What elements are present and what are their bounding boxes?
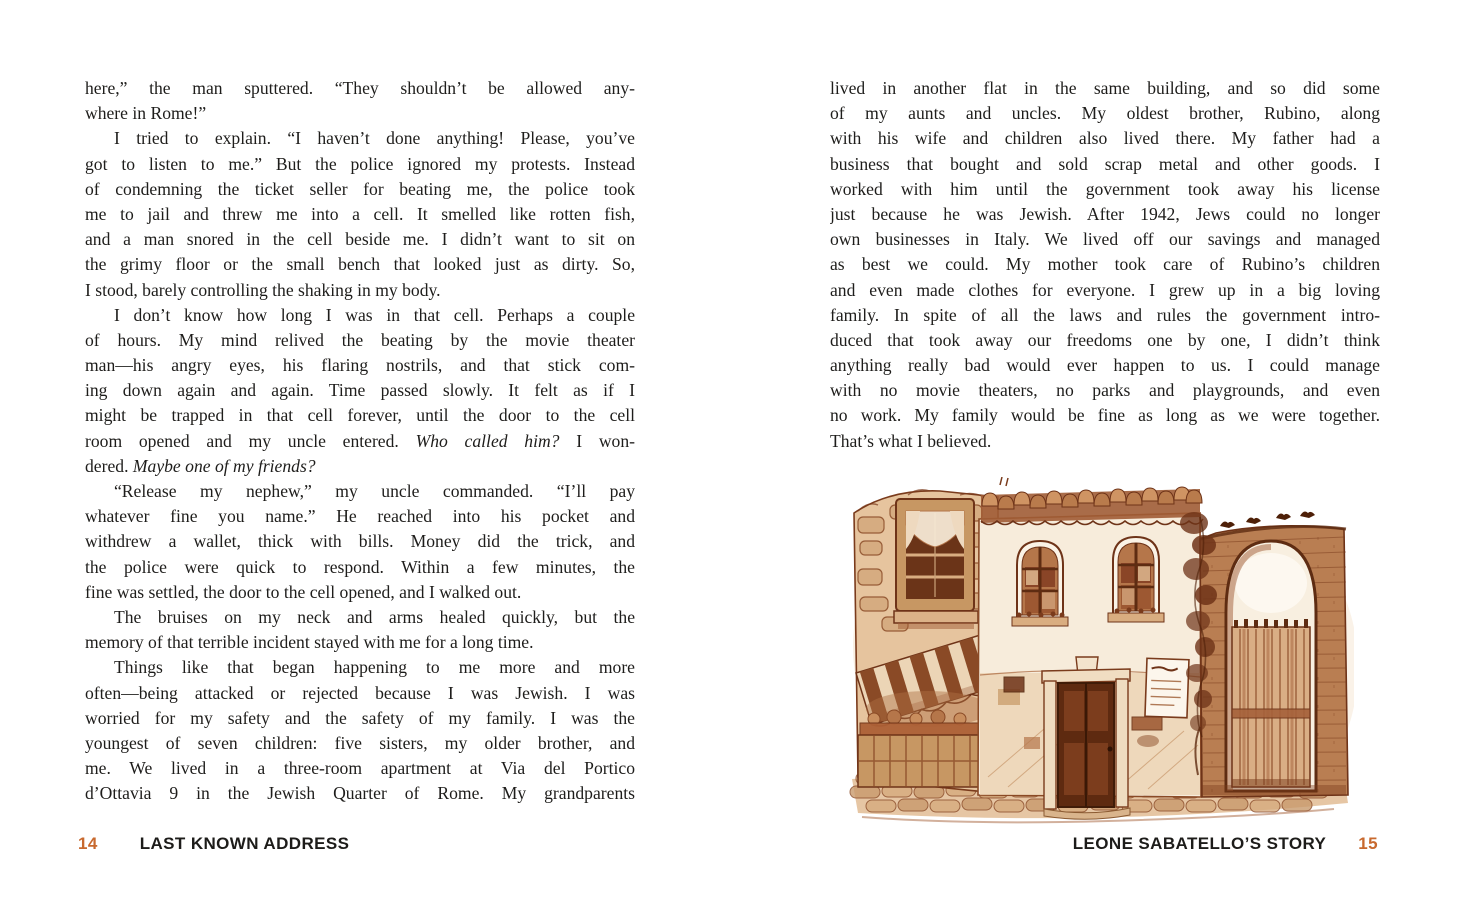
text-line: own businesses in Italy. We lived off our savings and managed bbox=[830, 229, 1380, 250]
text-line: d’Ottavia 9 in the Jewish Quarter of Rome. My grandparents bbox=[85, 783, 635, 804]
text-line: withdrew a wallet, thick with bills. Money did the trick, and bbox=[85, 531, 635, 552]
text-line: the police were quick to respond. Within a few minutes, the bbox=[85, 556, 635, 577]
footer-left bbox=[78, 832, 349, 856]
text-line: might be trapped in that cell forever, until the door to the cell bbox=[85, 405, 635, 426]
poster-sign bbox=[1145, 658, 1189, 717]
text-line: worked with him until the government took away his license bbox=[830, 178, 1380, 199]
text-line: me to jail and threw me into a cell. It smelled like rotten fish, bbox=[85, 203, 635, 224]
roof-tiles bbox=[981, 477, 1203, 525]
text-line: anything really bad would ever happen to us. I could manage bbox=[830, 355, 1380, 376]
book-title: LAST KNOWN ADDRESS bbox=[139, 834, 350, 853]
text-line: room opened and my uncle entered. Who called him? I won- bbox=[85, 430, 635, 451]
text-line: Things like that began happening to me more and more bbox=[114, 657, 635, 678]
text-line: just because he was Jewish. After 1942, Jews could no longer bbox=[830, 203, 1380, 224]
text-line: man—his angry eyes, his flaring nostrils, and that stick com- bbox=[85, 355, 635, 376]
text-line: with his wife and children also lived there. My father had a bbox=[830, 128, 1380, 149]
footer-right bbox=[1073, 832, 1378, 856]
text-line: of my aunts and uncles. My oldest brother, Rubino, along bbox=[830, 103, 1380, 124]
text-line: where in Rome!” bbox=[85, 103, 207, 124]
text-line: ing down again and again. Time passed slowly. It felt as if I bbox=[85, 380, 635, 401]
arched-window-right bbox=[1108, 537, 1164, 622]
text-line: The bruises on my neck and arms healed quickly, but the bbox=[114, 606, 635, 627]
arched-window-left bbox=[1012, 541, 1068, 626]
text-line: dered. Maybe one of my friends? bbox=[85, 455, 316, 476]
building-illustration bbox=[848, 477, 1354, 825]
text-line: lived in another flat in the same building, and so did some bbox=[830, 78, 1380, 98]
text-line: whatever fine you name.” He reached into his pocket and bbox=[85, 506, 635, 527]
text-line: the grimy floor or the small bench that looked just as dirty. So, bbox=[85, 254, 635, 275]
story-text-left bbox=[85, 76, 635, 806]
text-line: often—being attacked or rejected because I was Jewish. I was bbox=[85, 682, 635, 703]
wall-shelf bbox=[1132, 717, 1162, 730]
text-line: I stood, barely controlling the shaking in my body. bbox=[85, 279, 441, 300]
text-line: me. We lived in a three-room apartment at Via del Portico bbox=[85, 758, 635, 779]
text-line: “Release my nephew,” my uncle commanded. “I’ll pay bbox=[114, 481, 635, 501]
text-line: That’s what I believed. bbox=[830, 430, 992, 451]
text-line: here,” the man sputtered. “They shouldn’t be allowed any- bbox=[85, 78, 635, 98]
curtained-window bbox=[894, 499, 978, 629]
wooden-gate bbox=[1232, 619, 1310, 787]
text-line: duced that took away our freedoms one by one, I didn’t think bbox=[830, 329, 1380, 350]
text-line: of condemning the ticket seller for beating me, the police took bbox=[85, 178, 635, 199]
text-line: no work. My family would be fine as long as we were together. bbox=[830, 405, 1380, 426]
text-line: I don’t know how long I was in that cell. Perhaps a couple bbox=[114, 304, 635, 325]
text-line: and even made clothes for everyone. I grew up in a big loving bbox=[830, 279, 1380, 300]
text-line: worried for my safety and the safety of my family. I was the bbox=[85, 707, 635, 728]
text-line: business that bought and sold scrap metal and other goods. I bbox=[830, 153, 1380, 174]
text-line: I tried to explain. “I haven’t done anything! Please, you’ve bbox=[114, 128, 635, 149]
text-line: as best we could. My mother took care of Rubino’s children bbox=[830, 254, 1380, 275]
small-wall-niche bbox=[1004, 677, 1024, 692]
text-line: fine was settled, the door to the cell opened, and I walked out. bbox=[85, 581, 522, 602]
text-line: memory of that terrible incident stayed with me for a long time. bbox=[85, 632, 534, 653]
page-number-right: 15 bbox=[1358, 834, 1378, 853]
story-text-right bbox=[830, 76, 1380, 454]
front-door bbox=[1042, 657, 1130, 819]
chapter-title: LEONE SABATELLO’S STORY bbox=[1072, 834, 1327, 853]
text-line: of hours. My mind relived the beating by the movie theater bbox=[85, 329, 635, 350]
text-line: family. In spite of all the laws and rules the government intro- bbox=[830, 304, 1380, 325]
text-line: with no movie theaters, no parks and playgrounds, and even bbox=[830, 380, 1380, 401]
text-line: and a man snored in the cell beside me. I didn’t want to sit on bbox=[85, 229, 635, 250]
market-crates bbox=[858, 691, 992, 787]
page-number-left: 14 bbox=[78, 834, 98, 853]
text-line: youngest of seven children: five sisters, my older brother, and bbox=[85, 732, 635, 753]
text-line: got to listen to me.” But the police ignored my protests. Instead bbox=[85, 153, 635, 174]
